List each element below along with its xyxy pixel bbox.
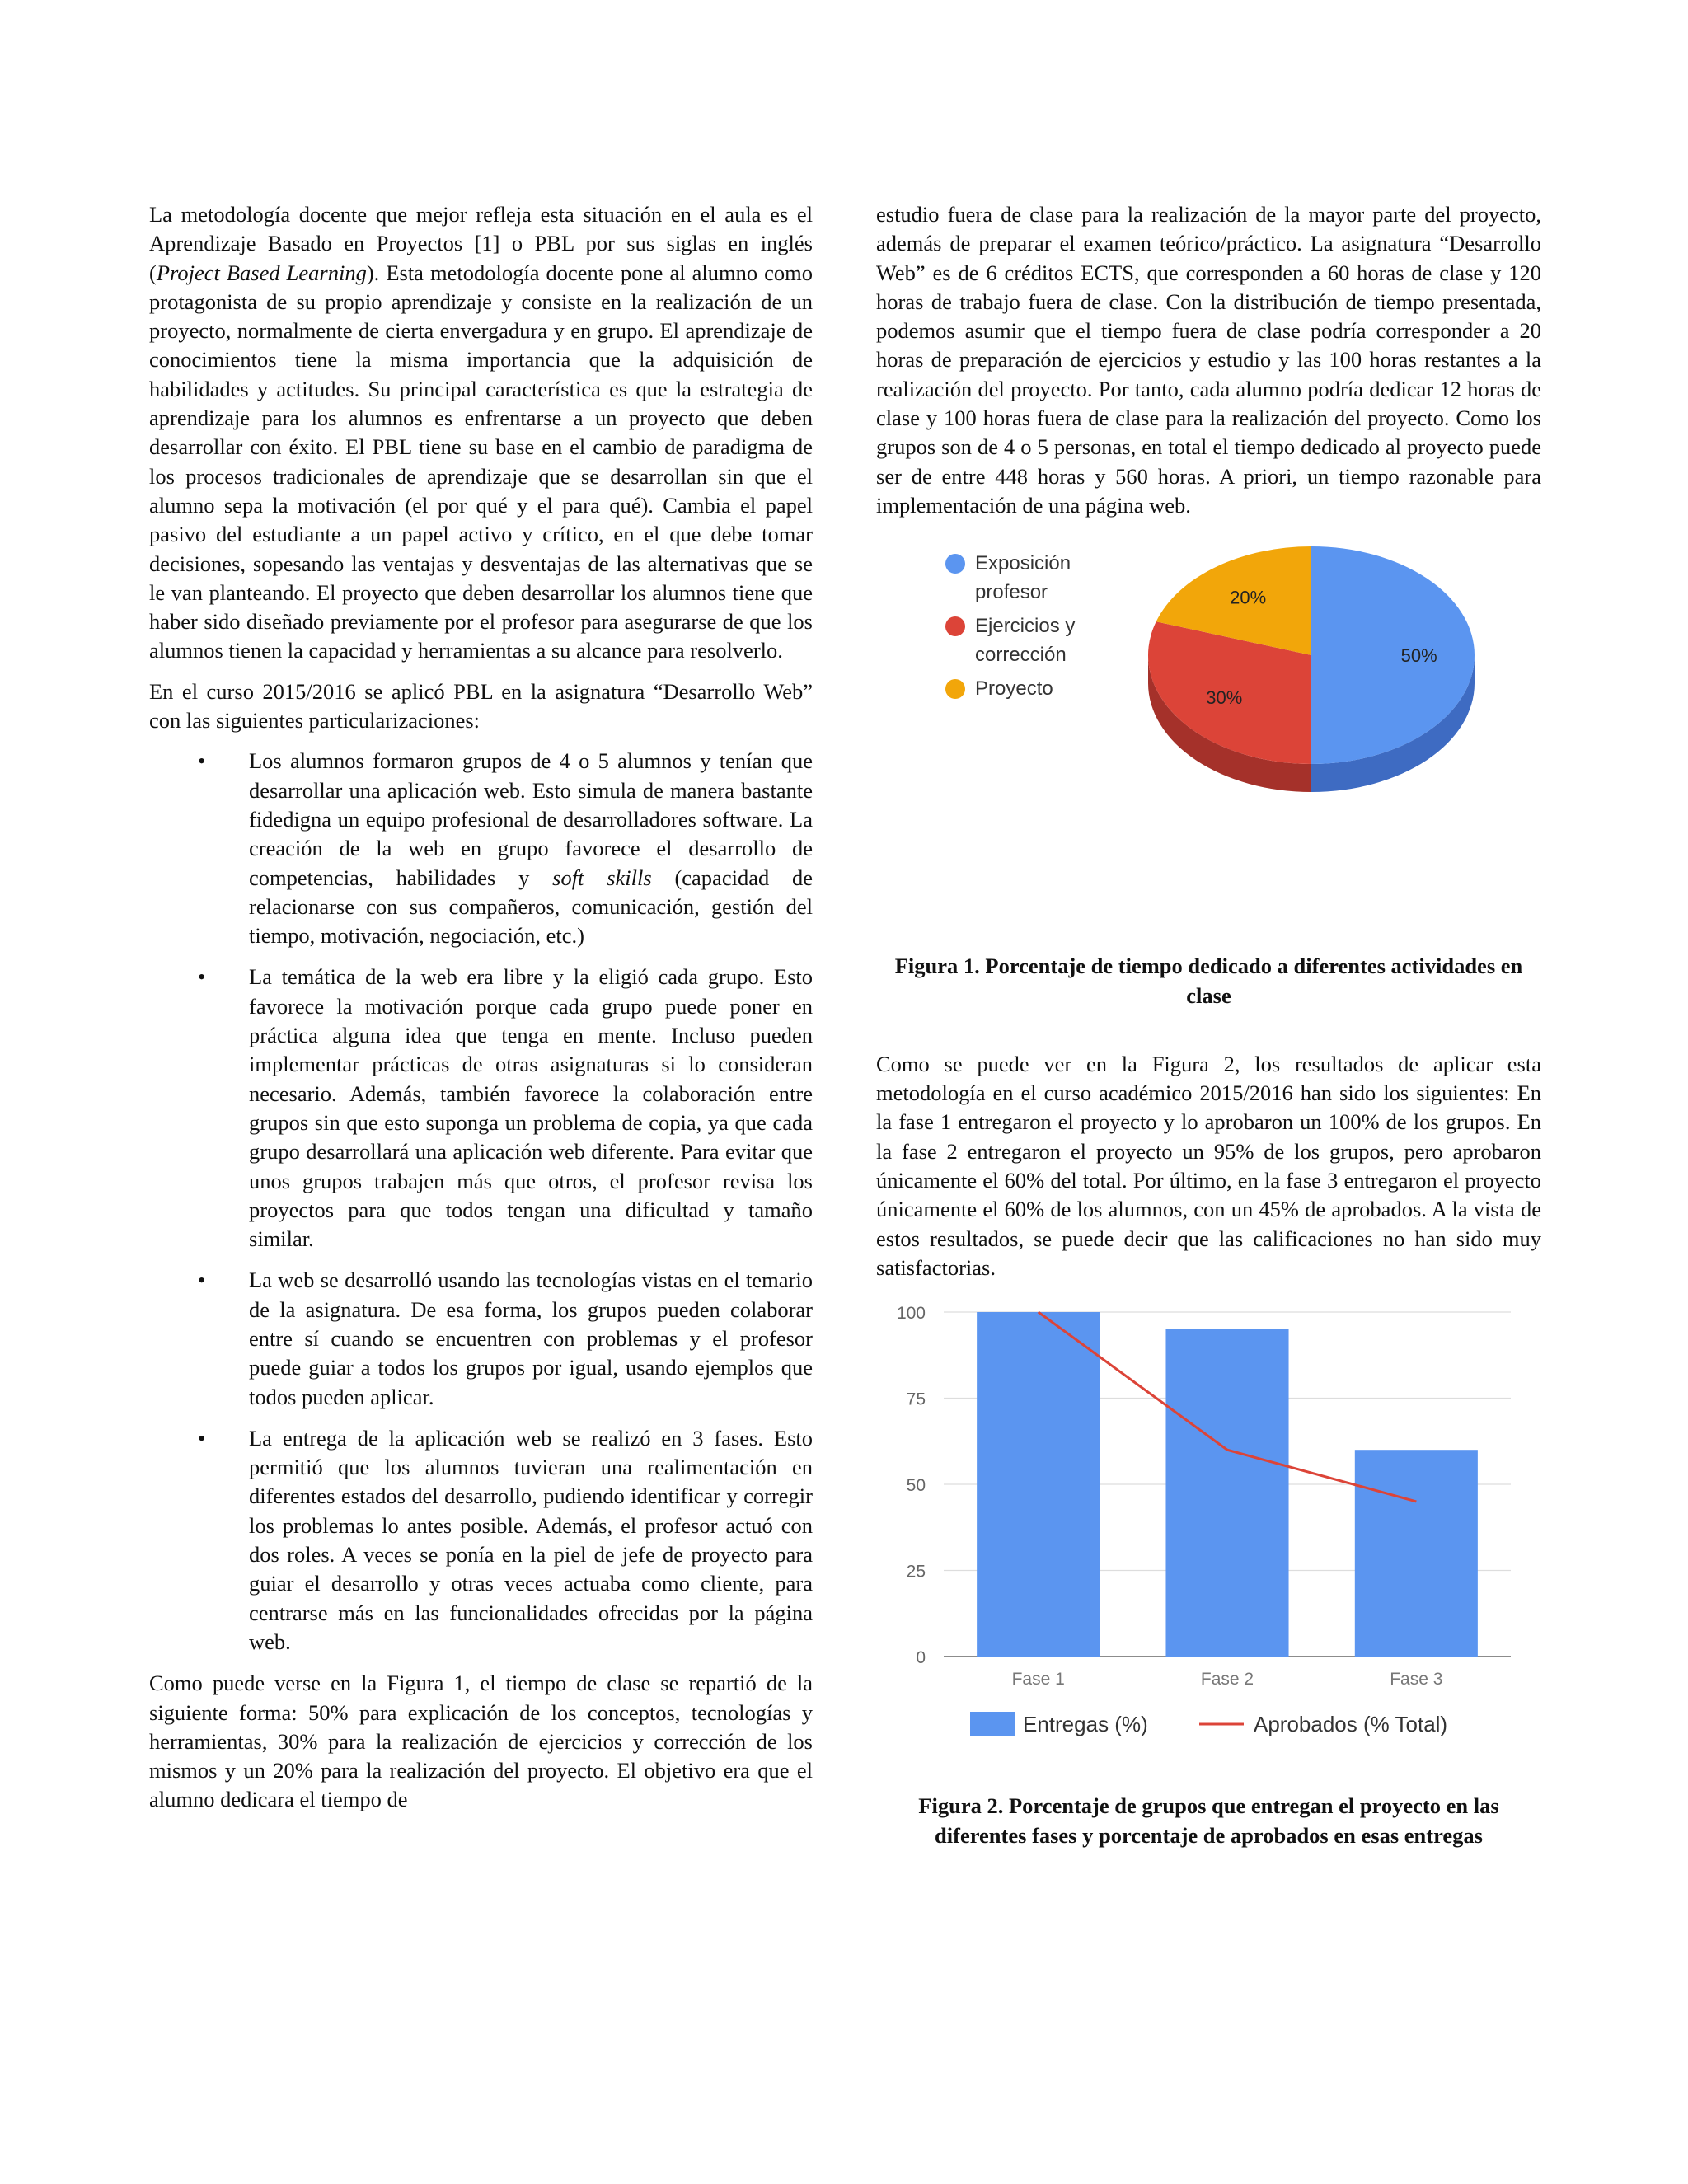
figure1-reference-paragraph: Como puede verse en la Figura 1, el tiempo de clase se repartió de la siguiente forma: 50% para explicación de los conceptos, tecnologías y herramientas, 30% para la realización de ejercicios y corrección de los mismos y un 20% para la realización del proyecto. El objetivo era que el alumno dedicara el tiempo de: [149, 1671, 813, 1812]
pie-legend-swatch-0: [945, 554, 965, 574]
right-column: [876, 200, 1541, 1850]
pie-legend-label-1-0: Ejercicios y: [975, 615, 1076, 638]
list-item: • La entrega de la aplicación web se realizó en 3 fases. Esto permitió que los alumnos tuvieran una realimentación en diferentes estados del desarrollo, pudiendo identificar y corregir los problemas lo antes posible. Además, el profesor actuó con dos roles. A veces se ponía en la piel de jefe de proyecto para guiar el desarrollo y otras veces actuaba como cliente, para centrarse más en las funcionalidades ofrecidas por la página web.: [249, 1424, 813, 1657]
results-paragraph: Como se puede ver en la Figura 2, los resultados de aplicar esta metodología en el curso académico 2015/2016 han sido los siguientes: En la fase 1 entregaron el proyecto y lo aprobaron un 100% de los grupos. En la fase 2 entregaron el proyecto un 95% de los grupos, pero aprobaron únicamente el 60% del total. Por último, en la fase 3 entregaron el proyecto únicamente el 60% de los alumnos, con un 45% de aprobados. A la vista de estos resultados, se puede decir que las calificaciones no han sido muy satisfactorias.: [876, 1051, 1541, 1280]
pie-legend-label-1-1: corrección: [975, 644, 1067, 667]
intro-text-italic: Project Based Learning: [156, 260, 367, 285]
pie-data-label-1: 30%: [1206, 687, 1243, 709]
pie-data-label-0: 50%: [1400, 645, 1437, 667]
bar-ytick-label-4: 100: [896, 1304, 926, 1324]
pie-legend-swatch-1: [945, 616, 965, 636]
particularization-list: [149, 747, 813, 1657]
figure1-caption: Figura 1. Porcentaje de tiempo dedicado a diferentes actividades en clase: [894, 954, 1523, 1008]
figure2-bar-chart: [876, 1294, 1541, 1788]
figure2-caption: Figura 2. Porcentaje de grupos que entregan el proyecto en las diferentes fases y porcentaje de aprobados en esas entregas: [918, 1793, 1499, 1848]
course-paragraph: En el curso 2015/2016 se aplicó PBL en la asignatura “Desarrollo Web” con las siguientes particularizaciones:: [149, 678, 813, 733]
hours-paragraph: estudio fuera de clase para la realización de la mayor parte del proyecto, además de preparar el examen teórico/práctico. La asignatura “Desarrollo Web” es de 6 créditos ECTS, que corresponden a 60 horas de clase y 120 horas de trabajo fuera de clase. Con la distribución de tiempo presentada, podemos asumir que el tiempo fuera de clase podría corresponder a 20 horas de preparación de ejercicios y estudio y las 100 horas restantes a la realización del proyecto. Por tanto, cada alumno podría dedicar 12 horas de clase y 100 horas fuera de clase para la realización del proyecto. Como los grupos son de 4 o 5 personas, en total el tiempo dedicado al proyecto puede ser de entre 448 horas y 560 horas. A priori, un tiempo razonable para implementación de una página web.: [876, 202, 1541, 518]
pie-data-label-2: 20%: [1230, 587, 1267, 608]
pie-chart-svg: [876, 546, 1541, 940]
bar-ytick-label-3: 75: [906, 1390, 926, 1409]
pie-legend-swatch-2: [945, 679, 965, 699]
list-item: [249, 747, 813, 950]
spacer: [876, 1010, 1541, 1050]
bar-legend-label-0: Entregas (%): [1023, 1712, 1148, 1737]
list-item: • La temática de la web era libre y la eligió cada grupo. Esto favorece la motivación porque cada grupo puede poner en práctica alguna idea que tenga en mente. Incluso pueden implementar prácticas de otras asignaturas si lo consideran necesario. Además, también favorece la colaboración entre grupos sin que esto suponga un problema de copia, ya que cada grupo desarrollará una aplicación web diferente. Para evitar que unos grupos trabajen más que otros, el profesor revisa los proyectos para que todos tengan una dificultad y tamaño similar.: [249, 963, 813, 1254]
bar-xtick-label-1: Fase 2: [1200, 1670, 1254, 1690]
list-item-text-italic: soft skills: [552, 865, 652, 890]
bar-2: [1355, 1450, 1478, 1657]
bar-ytick-label-1: 25: [906, 1562, 926, 1582]
pie-legend-label-2-0: Proyecto: [975, 677, 1053, 701]
intro-text-a: La metodología docente que mejor refleja esta situación en el aula es el Aprendizaje Basado en Proyectos [1] o PBL por sus siglas en inglés (: [149, 202, 813, 285]
bar-xtick-label-0: Fase 1: [1011, 1670, 1065, 1690]
list-item: • La web se desarrolló usando las tecnologías vistas en el temario de la asignatura. De esa forma, los grupos pueden colaborar entre sí cuando se encuentren con problemas y el profesor puede guiar a todos los grupos por igual, usando ejemplos que todos pueden aplicar.: [249, 1266, 813, 1411]
intro-paragraph: [149, 200, 813, 666]
bar-1: [1165, 1329, 1288, 1657]
bar-ytick-label-0: 0: [916, 1648, 926, 1668]
bar-xtick-label-2: Fase 3: [1390, 1670, 1443, 1690]
pie-legend-label-0-1: profesor: [975, 581, 1048, 604]
bar-legend-swatch-0: [970, 1712, 1015, 1736]
pie-legend-label-0-0: Exposición: [975, 552, 1071, 575]
bar-ytick-label-2: 50: [906, 1476, 926, 1496]
figure1-pie-chart: [876, 546, 1541, 940]
bar-legend-label-1: Aprobados (% Total): [1254, 1712, 1448, 1737]
intro-text-b: ). Esta metodología docente pone al alumno como protagonista de su propio aprendizaje y consiste en la realización de un proyecto, normalmente de cierta envergadura y en grupo. El aprendizaje de conocimientos tiene la misma importancia que la adquisición de habilidades y actitudes. Su principal característica es que la estrategia de aprendizaje para los alumnos es enfrentarse a un proyecto que deben desarrollar con éxito. El PBL tiene su base en el cambio de paradigma de los procesos tradicionales de aprendizaje que se desarrollan sin que el alumno sepa la motivación (el por qué y el para qué). Cambia el papel pasivo del estudiante a un papel activo y crítico, en el que debe tomar decisiones, sopesando las ventajas y desventajas de las alternativas que se le van planteando. El proyecto que deben desarrollar los alumnos tiene que haber sido diseñado previamente por el profesor para asegurarse de que los alumnos tienen la capacidad y herramientas a su alcance para resolverlo.: [149, 260, 813, 663]
bar-chart-svg: [876, 1294, 1541, 1788]
list-item-text-b: (capacidad de relacionarse con sus compañeros, comunicación, gestión del tiempo, motivación, negociación, etc.): [249, 865, 813, 949]
list-item-text-a: Los alumnos formaron grupos de 4 o 5 alumnos y tenían que desarrollar una aplicación web. Esto simula de manera bastante fidedigna un equipo profesional de desarrolladores software. La creación de la web en grupo favorece el desarrollo de competencias, habilidades y: [249, 748, 813, 890]
bar-0: [977, 1312, 1100, 1657]
left-column: [149, 200, 813, 1826]
